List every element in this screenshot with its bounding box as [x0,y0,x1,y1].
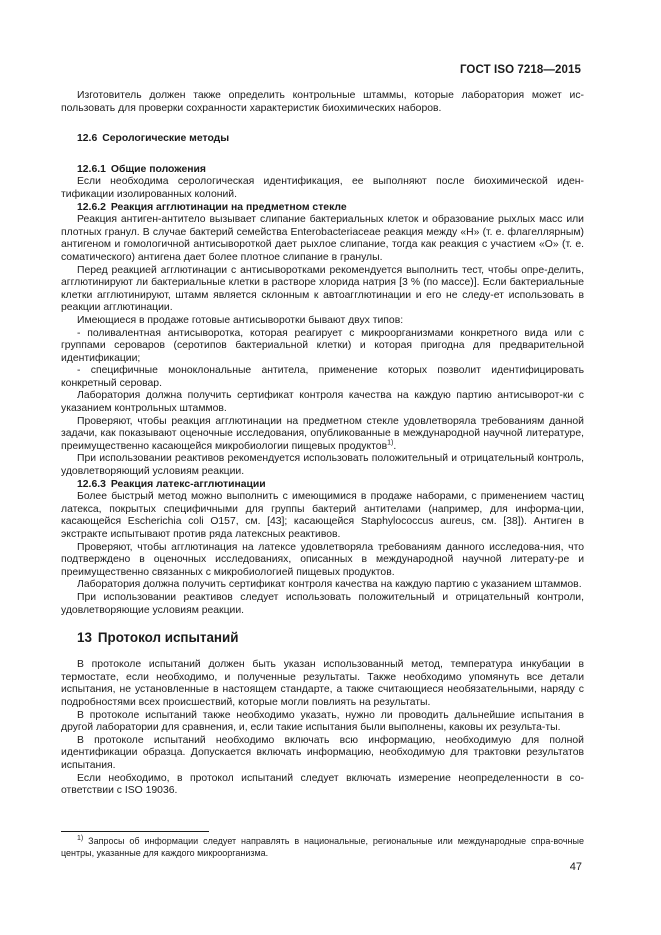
page-content [61,90,584,798]
footnote [61,836,584,859]
paragraph: Более быстрый метод можно выполнить с имеющимися в продаже наборами, с применением частиц латекса, покрытых специфичными для группы бактерий антителами (например, для информа-ции, касающейся Escherichia coli O157, см. [43]; касающейся Staphylococcus aureus, см. [38]). Антиген в экстракте испытывают против ряда латексных реактивов. [61,491,584,540]
paragraph: При использовании реактивов рекомендуется использовать положительный и отрицательный контроль, удовлетворяющий условиям реакции. [61,453,584,478]
standard-header: ГОСТ ISO 7218—2015 [459,64,581,76]
paragraph: Перед реакцией агглютинации с антисыворотками рекомендуется выполнить тест, чтобы опре-делить, агглютинируют ли бактериальные клетки в растворе хлорида натрия [3 % (по массе)]. Если бактериальные клетки агглютинируют, штамм является склонным к автоагглютинации и его не следу-ет использовать в реакции агглютинации. [61,264,584,314]
section-12-6-2-heading [61,202,584,215]
section-title: Серологические методы [102,133,230,145]
section-number: 12.6.1 [77,163,106,175]
section-12-6-1-heading [61,164,584,177]
list-item: - специфичные моноклональные антитела, применение которых позволит идентифицировать конкретный серовар. [61,365,584,389]
paragraph: Лаборатория должна получить сертификат контроля качества на каждую партию антисыворот-ки с указанием контрольных штаммов. [61,390,584,415]
paragraph: В протоколе испытаний должен быть указан использованный метод, температура инкубации в термостате, если необходимо, и полученные результаты. Также необходимо упомянуть все детали испытания, не установленные в настоящем стандарте, а также считающиеся необязательными, наряду с подробностями всех происшествий, которые могли повлиять на результаты. [61,659,584,708]
paragraph: Проверяют, чтобы реакция агглютинации на предметном стекле удовлетворяла требованиям данной задачи, как показывают оценочные исследования, опубликованные в международной научной литературе, преимущественно касающейся микробиологии пищевых продуктов$^{1)}$. [61,415,584,452]
section-12-6-heading [61,133,584,146]
section-number: 12.6.2 [77,201,106,213]
section-number: 13 [77,630,92,646]
page-number: 47 [569,861,582,873]
footnote-separator [61,831,209,832]
footnote-text: Запросы об информации следует направлять в национальные, региональные или международные спра-вочные центры, указанные для каждого микроорганизма. [61,836,584,858]
footnote-reference: 1) [387,439,394,447]
intro-paragraph: Изготовитель должен также определить контрольные штаммы, которые лаборатория может ис-пользовать для проверки сохранности характеристик биохимических наборов. [61,90,584,114]
paragraph: Если необходима серологическая идентификация, ее выполняют после биохимической иден-тификации изолированных колоний. [61,176,584,200]
paragraph-text: Проверяют, чтобы реакция агглютинации на предметном стекле удовлетворяла требованиям данной задачи, как показывают оценочные исследования, опубликованные в международной научной литературе, преимущественно касающейся микробиологии пищевых продуктов [61,415,584,452]
section-title: Реакция агглютинации на предметном стекле [110,201,347,213]
paragraph: Лаборатория должна получить сертификат контроля качества на каждую партию с указанием штаммов. [77,579,582,591]
section-13-heading [61,630,584,646]
list-item: - поливалентная антисыворотка, которая реагирует с микроорганизмами конкретного вида или с группами сероваров (серотипов бактериальной клетки) и которая пригодна для предварительной идентификации; [61,327,584,364]
section-12-6-3-heading [61,479,584,492]
section-title: Протокол испытаний [97,630,239,646]
paragraph: В протоколе испытаний также необходимо указать, нужно ли проводить дальнейшие испытания в другой лаборатории для сравнения, и, если такие испытания были выполнены, каковы их результа-ты. [61,709,584,734]
footnote-marker: 1) [77,835,84,842]
paragraph: Реакция антиген-антитело вызывает слипание бактериальных клеток и образование рыхлых масс или плотных гранул. В случае бактерий семейства Enterobacteriaceae реакция между «Н» (т. е. флагеллярным) антигеном и гомологичной антисывороткой дает рыхлое слипание, тогда как реакция с участием «О» (т. е. соматического) антигена дает более плотное слипание в гранулы. [61,214,584,263]
paragraph: При использовании реактивов следует использовать положительный и отрицательный контроли, удовлетворяющие условиям реакции. [61,591,584,616]
section-title: Реакция латекс-агглютинации [110,478,266,490]
paragraph: Проверяют, чтобы агглютинация на латексе удовлетворяла требованиям данного исследова-ния, что подтверждено в оценочных исследованиях, описанных в международной научной литерату-ре и преимущественно связанных с микробиологией пищевых продуктов. [61,541,584,578]
section-number: 12.6 [77,133,98,145]
paragraph: Если необходимо, в протокол испытаний следует включать измерение неопределенности в со-ответствии с ISO 19036. [61,772,584,797]
section-title: Общие положения [110,163,206,175]
section-number: 12.6.3 [77,478,106,490]
paragraph: Имеющиеся в продаже готовые антисыворотки бывают двух типов: [77,314,404,326]
paragraph: В протоколе испытаний необходимо включать всю информацию, необходимую для полной идентификации образца. Допускается включать информацию, необходимую для трактовки результатов испытания. [61,734,584,771]
